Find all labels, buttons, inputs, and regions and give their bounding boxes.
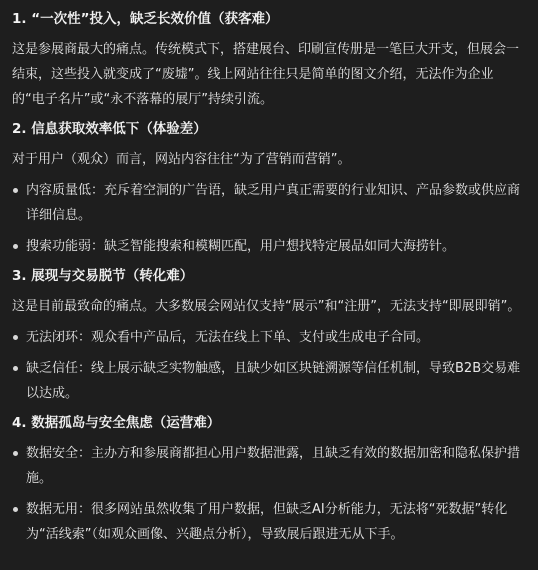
section-heading: 4. 数据孤岛与安全焦虑（运营难） [12, 415, 221, 431]
list-item: 数据无用：很多网站虽然收集了用户数据，但缺乏AI分析能力，无法将“死数据”转化为“活线索”（如观众画像、兴趣点分析），导致展后跟进无从下手。 [12, 497, 526, 547]
section-heading: 2. 信息获取效率低下（体验差） [12, 121, 207, 137]
list-item: 无法闭环：观众看中产品后，无法在线上下单、支付或生成电子合同。 [12, 325, 526, 350]
bullet-list [12, 178, 526, 259]
section-heading: 3. 展现与交易脱节（转化难） [12, 268, 194, 284]
list-item: 搜索功能弱：缺乏智能搜索和模糊匹配，用户想找特定展品如同大海捞针。 [12, 234, 526, 259]
section-paragraph: 对于用户（观众）而言，网站内容往往“为了营销而营销”。 [12, 152, 351, 167]
section-3 [12, 265, 526, 406]
section-heading: 1. “一次性”投入，缺乏长效价值（获客难） [12, 11, 279, 27]
list-item: 内容质量低：充斥着空洞的广告语，缺乏用户真正需要的行业知识、产品参数或供应商详细信息。 [12, 178, 526, 228]
bullet-list [12, 441, 526, 547]
bullet-list [12, 325, 526, 406]
list-item: 缺乏信任：线上展示缺乏实物触感，且缺少如区块链溯源等信任机制，导致B2B交易难以达成。 [12, 356, 526, 406]
section-paragraph: 这是参展商最大的痛点。传统模式下，搭建展台、印刷宣传册是一笔巨大开支，但展会一结束，这些投入就变成了“废墟”。线上网站往往只是简单的图文介绍，无法作为企业的“电子名片”或“永不落幕的展厅”持续引流。 [12, 42, 520, 107]
section-1 [12, 8, 526, 112]
section-2 [12, 118, 526, 259]
section-paragraph: 这是目前最致命的痛点。大多数展会网站仅支持“展示”和“注册”，无法支持“即展即销”。 [12, 299, 521, 314]
section-4 [12, 412, 526, 547]
list-item: 数据安全：主办方和参展商都担心用户数据泄露，且缺乏有效的数据加密和隐私保护措施。 [12, 441, 526, 491]
